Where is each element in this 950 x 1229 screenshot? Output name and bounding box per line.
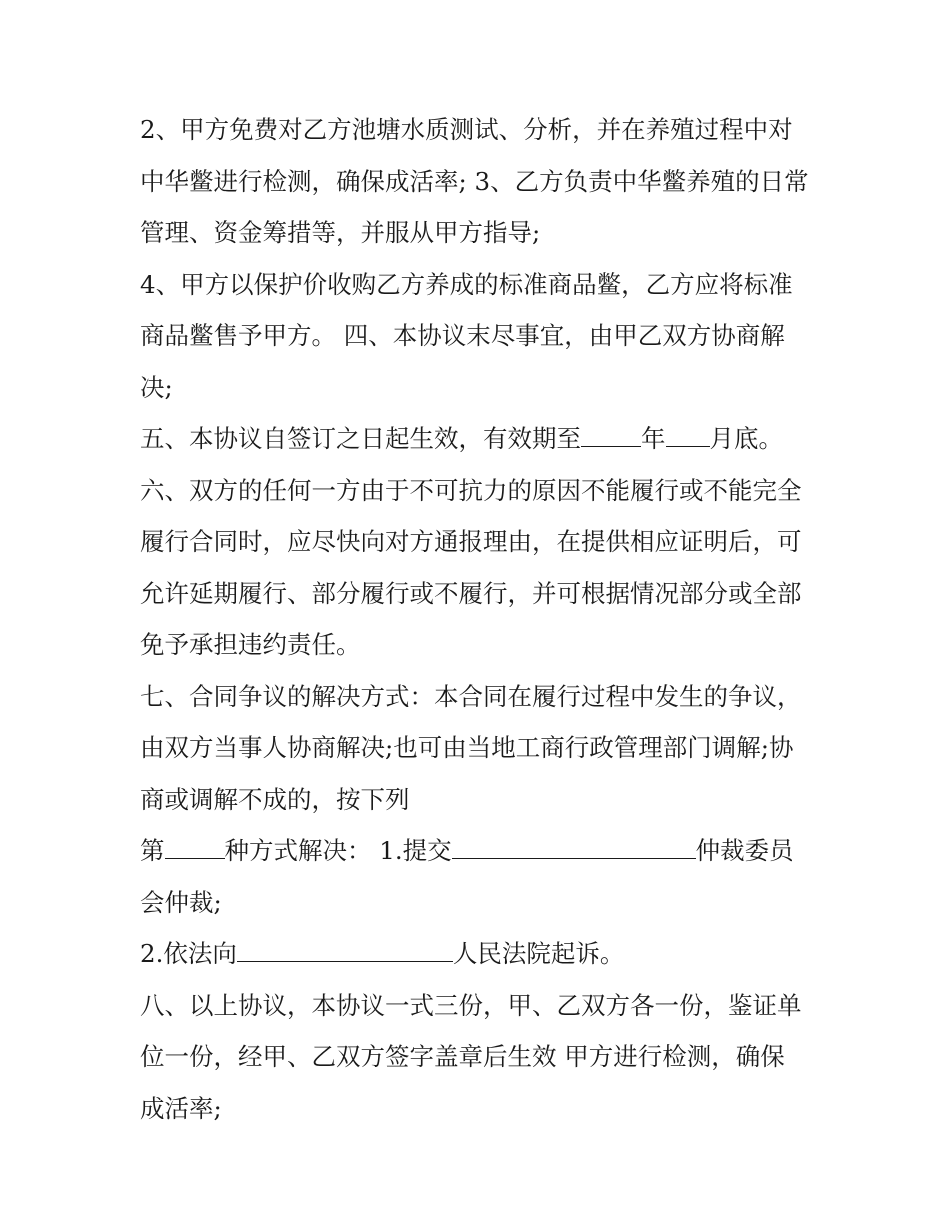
clause-7-option-2 xyxy=(140,928,820,980)
document-body xyxy=(140,104,820,1134)
year-blank xyxy=(581,423,641,447)
court-blank xyxy=(237,938,453,962)
arbitration-blank xyxy=(452,835,696,859)
option-suffix: 仲裁委员 xyxy=(695,836,794,865)
text-line: 决; xyxy=(140,372,173,402)
clause-5 xyxy=(140,413,820,465)
text-line: 中华鳖进行检测，确保成活率; 3、乙方负责中华鳖养殖的日常 xyxy=(140,166,809,196)
text-line: 会仲裁; xyxy=(140,887,222,917)
text-line: 成活率; xyxy=(140,1093,222,1123)
clause-5-text: 五、本协议自签订之日起生效，有效期至 xyxy=(140,424,581,453)
text-line: 免予承担违约责任。 xyxy=(140,630,361,659)
text-line xyxy=(140,825,820,877)
text-line: 4、甲方以保护价收购乙方养成的标准商品鳖，乙方应将标准 xyxy=(140,269,793,299)
month-unit: 月底。 xyxy=(709,424,783,453)
text-line: 商或调解不成的，按下列 xyxy=(140,784,410,814)
clause-7 xyxy=(140,671,820,826)
court-prefix: 2.依法向 xyxy=(140,939,237,968)
year-unit: 年 xyxy=(641,424,666,453)
clause-8 xyxy=(140,980,820,1135)
option-number-blank xyxy=(165,835,225,859)
option-prefix: 第 xyxy=(140,836,165,865)
clause-2-3 xyxy=(140,104,820,259)
text-line: 履行合同时，应尽快向对方通报理由，在提供相应证明后，可 xyxy=(140,527,802,556)
text-line: 七、合同争议的解决方式：本合同在履行过程中发生的争议， xyxy=(140,681,802,711)
text-line: 八、以上协议，本协议一式三份，甲、乙双方各一份，鉴证单 xyxy=(140,990,802,1020)
text-line: 管理、资金筹措等，并服从甲方指导; xyxy=(140,218,541,247)
text-line: 商品鳖售予甲方。 四、本协议末尽事宜，由甲乙双方协商解 xyxy=(140,321,785,350)
court-suffix: 人民法院起诉。 xyxy=(452,939,625,968)
clause-6 xyxy=(140,465,820,671)
clause-7-option-1 xyxy=(140,825,820,928)
text-line: 允许延期履行、部分履行或不履行，并可根据情况部分或全部 xyxy=(140,578,802,608)
text-line: 六、双方的任何一方由于不可抗力的原因不能履行或不能完全 xyxy=(140,475,802,505)
text-line: 2、甲方免费对乙方池塘水质测试、分析，并在养殖过程中对 xyxy=(140,115,793,144)
text-line xyxy=(140,413,820,465)
clause-4 xyxy=(140,259,820,414)
month-blank xyxy=(666,423,710,447)
text-line: 由双方当事人协商解决;也可由当地工商行政管理部门调解;协 xyxy=(140,733,794,762)
option-middle: 种方式解决： 1.提交 xyxy=(224,836,452,865)
text-line xyxy=(140,928,820,980)
text-line: 位一份，经甲、乙双方签字盖章后生效 甲方进行检测，确保 xyxy=(140,1042,785,1071)
